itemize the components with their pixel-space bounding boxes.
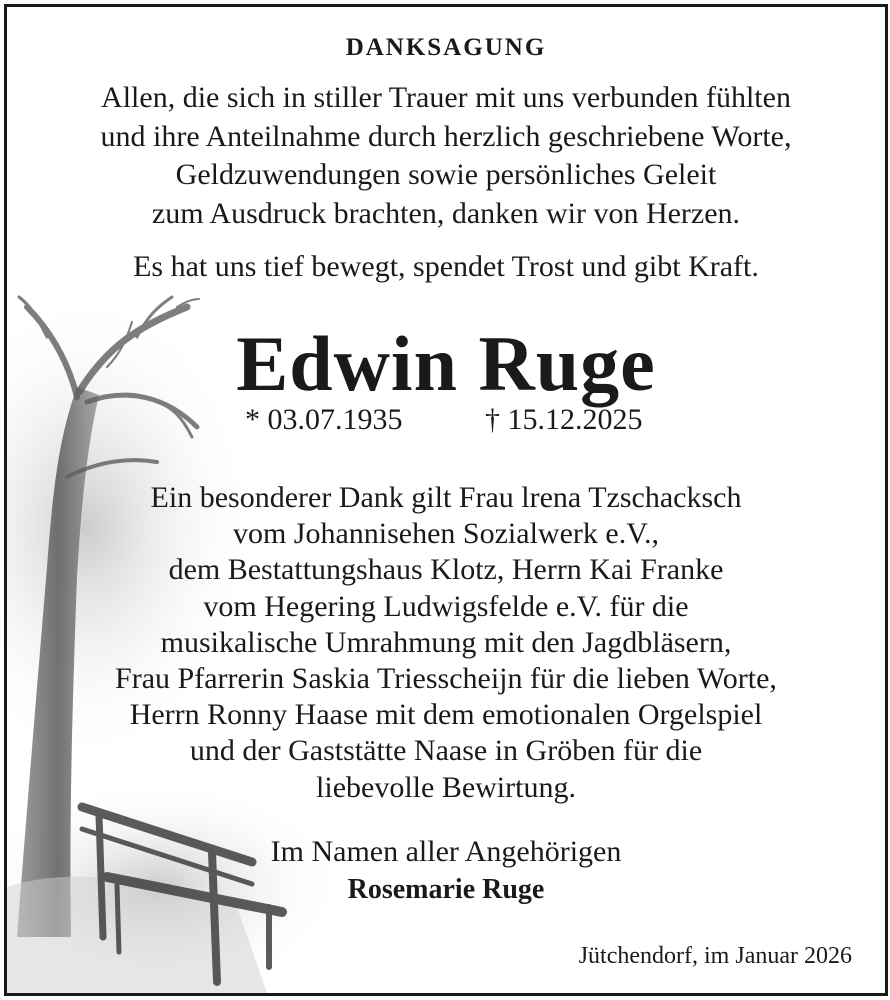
intro-paragraph [7,79,885,233]
birth-date: * 03.07.1935 [245,403,403,436]
thanks-line: und der Gaststätte Naase in Gröben für die [189,734,703,768]
deceased-name: Edwin Ruge [236,320,656,407]
thanks-line: Herrn Ronny Haase mit dem emotionalen Orgelspiel [129,698,763,732]
thanks-line: vom Johannisehen Sozialwerk e.V., [232,517,660,551]
intro-line: Allen, die sich in stiller Trauer mit uns verbunden fühlten [101,81,791,114]
thanks-line: liebevolle Bewirtung. [316,770,576,804]
thanks-line: Ein besonderer Dank gilt Frau lrena Tzschacksch [150,481,742,514]
thanks-line: dem Bestattungshaus Klotz, Herrn Kai Franke [168,553,724,587]
intro-line: Geldzuwendungen sowie persönliches Geleit [175,158,717,191]
thanks-line: Frau Pfarrerin Saskia Triesscheijn für die lieben Worte, [115,662,777,696]
thanks-paragraph [7,480,885,806]
comfort-line: Es hat uns tief bewegt, spendet Trost und gibt Kraft. [133,250,759,283]
place-date: Jütchendorf, im Januar 2026 [578,943,852,969]
signature-intro: Im Namen aller Angehörigen [270,835,622,868]
death-date: † 15.12.2025 [485,403,643,436]
life-dates [7,403,885,437]
intro-line: zum Ausdruck brachten, danken wir von Herzen. [151,196,741,230]
notice-frame [4,4,888,996]
thanks-line: vom Hegering Ludwigsfelde e.V. für die [203,589,689,623]
notice-heading: DANKSAGUNG [345,34,547,61]
thanks-line: musikalische Umrahmung mit den Jagdbläsern, [160,625,732,659]
intro-line: und ihre Anteilnahme durch herzlich geschriebene Worte, [100,119,792,153]
signature-name: Rosemarie Ruge [347,874,545,905]
